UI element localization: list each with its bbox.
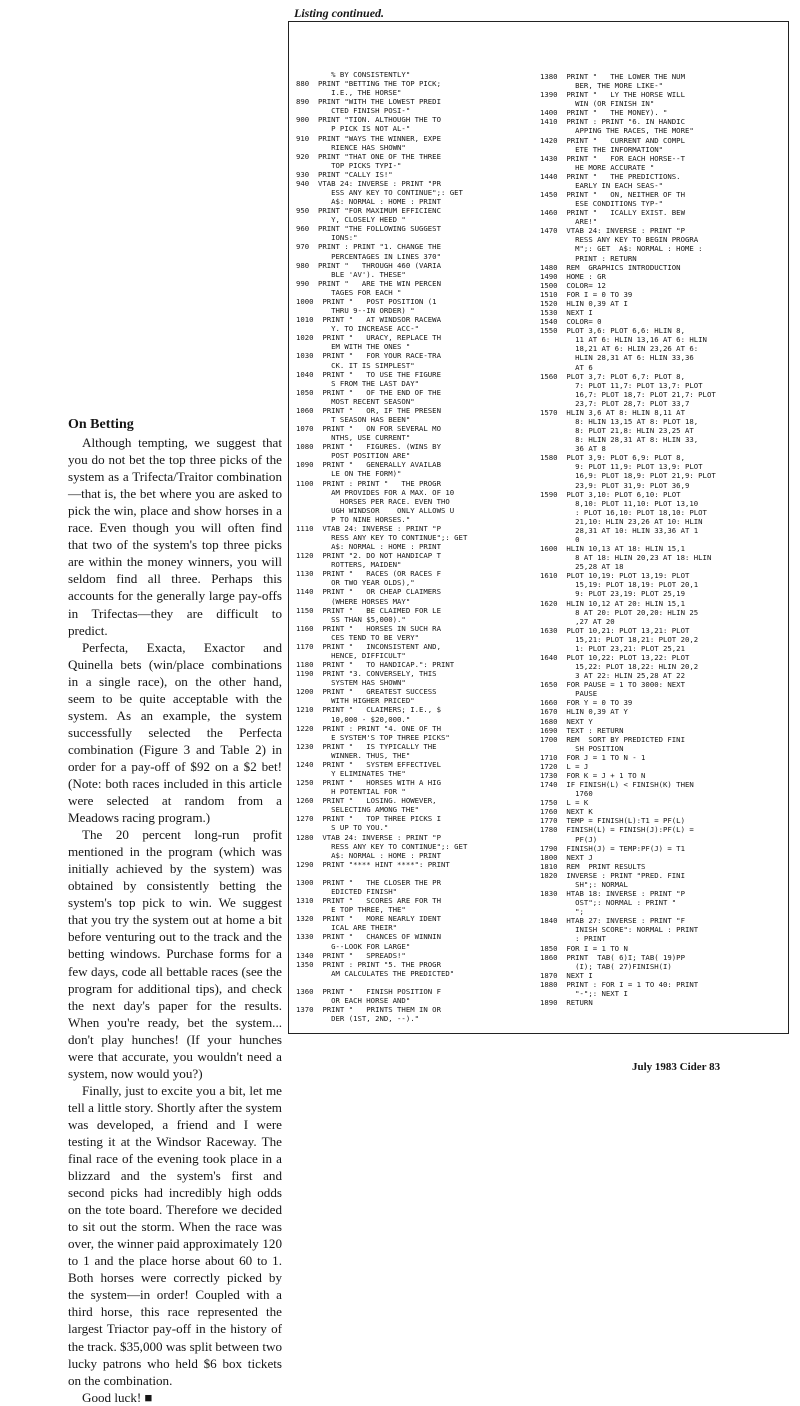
paragraph-5: Good luck! ■ xyxy=(82,1389,153,1405)
listing-header: Listing continued. xyxy=(294,6,385,20)
page-footer: July 1983 Cider 83 xyxy=(632,1061,721,1073)
paragraph-2: Perfecta, Exacta, Exactor and Quinella bets (win/place combinations in a single race), on the other hand, seem to be quite acceptable with the system. As an example, the system successfully selected the Perfecta combination (Figure 3 and Table 2) in order for a pay-off of $92 on a $2 bet! (Note: both races included in this article were selected at random from a Meadows racing program.) xyxy=(68,639,282,826)
paragraph-3: The 20 percent long-run profit mentioned in the program (which was initially achieved by the system) was obtained by consistently betting the system's top pick to win. We suggest that you try the system out at home a bit before venturing out to the track and the betting windows. Purchase forms for a few days, code all bettable races (see the program for additional tips), and check the next day's paper for the results. When you're ready, bet the system... don't play hunches! (If your hunches were that accurate, you wouldn't need a system, now would you?) xyxy=(68,827,282,1081)
paragraph-4: Finally, just to excite you a bit, let me tell a little story. Shortly after the system was developed, a friend and I were testing it at the Windsor Raceway. The final race of the evening took place in a blizzard and the system's first and second picks had incredibly high odds on the tote board. Therefore we decided to sit out the storm. When the race was over, the winner paid approximately 120 to 1 and the place horse about 60 to 1. Both horses were correctly picked by the system—in order! Coupled with a third horse, this race represented the largest Triactor pay-off in the history of the track. $35,000 was split between two lucky patrons who held $6 box tickets on the combination. xyxy=(68,1082,282,1388)
section-heading: On Betting xyxy=(68,417,134,432)
code-listing-left: % BY CONSISTENTLY" 880 PRINT "BETTING THE TOP PICK; I.E., THE HORSE" 890 PRINT "WITH THE LOWEST PREDI CTED FINISH POSI-" 900 PRINT "TION. ALTHOUGH THE TO P PICK IS NOT AL-" 910 PRINT "WAYS THE WINNER, EXPE RIENCE HAS SHOWN" 920 PRINT "THAT ONE OF THE THREE TOP PICKS TYPI-" 930 PRINT "CALLY IS!" 940 VTAB 24: INVERSE : PRINT "PR ESS ANY KEY TO CONTINUE";: GET A$: NORMAL : HOME : PRINT 950 PRINT "FOR MAXIMUM EFFICIENC Y, CLOSELY HEED " 960 PRINT "THE FOLLOWING SUGGEST IONS:" 970 PRINT : PRINT "1. CHANGE THE PERCENTAGES IN LINES 370" 980 PRINT " THROUGH 460 (VARIA BLE 'AV'). THESE" 990 PRINT " ARE THE WIN PERCEN TAGES FOR EACH " 1000 PRINT " POST POSITION (1 THRU 9--IN ORDER) " 1010 PRINT " AT WINDSOR RACEWA Y. TO INCREASE ACC-" 1020 PRINT " URACY, REPLACE TH EM WITH THE ONES " 1030 PRINT " FOR YOUR RACE-TRA CK. IT IS SIMPLEST" 1040 PRINT " TO USE THE FIGURE S FROM THE LAST DAY" 1050 PRINT " OF THE END OF THE MOST RECENT SEASON" 1060 PRINT " OR, IF THE PRESEN T SEASON HAS BEEN" 1070 PRINT " ON FOR SEVERAL MO NTHS, USE CURRENT" 1080 PRINT " FIGURES. (WINS BY POST POSITION ARE" 1090 PRINT " GENERALLY AVAILAB LE ON THE FORM)" 1100 PRINT : PRINT " THE PROGR AM PROVIDES FOR A MAX. OF 10 HORSES PER RACE. EVEN THO UGH WINDSOR ONLY ALLOWS U P TO NINE HORSES." 1110 VTAB 24: INVERSE : PRINT "P RESS ANY KEY TO CONTINUE";: GET A$: NORMAL : HOME : PRINT 1120 PRINT "2. DO NOT HANDICAP T ROTTERS, MAIDEN" 1130 PRINT " RACES (OR RACES F OR TWO YEAR OLDS)," 1140 PRINT " OR CHEAP CLAIMERS (WHERE HORSES MAY" 1150 PRINT " BE CLAIMED FOR LE SS THAN $5,000)." 1160 PRINT " HORSES IN SUCH RA CES TEND TO BE VERY" 1170 PRINT " INCONSISTENT AND, HENCE, DIFFICULT" 1180 PRINT " TO HANDICAP.": PRINT 1190 PRINT "3. CONVERSELY, THIS SYSTEM HAS SHOWN" 1200 PRINT " GREATEST SUCCESS WITH HIGHER PRICED" 1210 PRINT " CLAIMERS; I.E., $ 10,000 - $20,000." 1220 PRINT : PRINT "4. ONE OF TH E SYSTEM'S TOP THREE PICKS" 1230 PRINT " IS TYPICALLY THE WINNER. THUS, THE" 1240 PRINT " SYSTEM EFFECTIVEL Y ELIMINATES THE" 1250 PRINT " HORSES WITH A HIG H POTENTIAL FOR " 1260 PRINT " LOSING. HOWEVER, SELECTING AMONG THE" 1270 PRINT " TOP THREE PICKS I S UP TO YOU." 1280 VTAB 24: INVERSE : PRINT "P RESS ANY KEY TO CONTINUE";: GET A$: NORMAL : HOME : PRINT 1290 PRINT "**** HINT ****": PRINT 1300 PRINT " THE CLOSER THE PR EDICTED FINISH" 1310 PRINT " SCORES ARE FOR TH E TOP THREE, THE" 1320 PRINT " MORE NEARLY IDENT ICAL ARE THEIR" 1330 PRINT " CHANCES OF WINNIN G--LOOK FOR LARGE" 1340 PRINT " SPREADS!" 1350 PRINT : PRINT "5. THE PROGR AM CALCULATES THE PREDICTED" 1360 PRINT " FINISH POSITION F OR EACH HORSE AND" 1370 PRINT " PRINTS THEM IN OR DER (1ST, 2ND, --)." xyxy=(296,70,468,1024)
code-listing-right: 1380 PRINT " THE LOWER THE NUM BER, THE MORE LIKE-" 1390 PRINT " LY THE HORSE WILL WIN (OR FINISH IN" 1400 PRINT " THE MONEY). " 1410 PRINT : PRINT "6. IN HANDIC APPING THE RACES, THE MORE" 1420 PRINT " CURRENT AND COMPL ETE THE INFORMATION" 1430 PRINT " FOR EACH HORSE--T HE MORE ACCURATE " 1440 PRINT " THE PREDICTIONS. EARLY IN EACH SEAS-" 1450 PRINT " ON, NEITHER OF TH ESE CONDITIONS TYP-" 1460 PRINT " ICALLY EXIST. BEW ARE!" 1470 VTAB 24: INVERSE : PRINT "P RESS ANY KEY TO BEGIN PROGRA M";: GET A$: NORMAL : HOME : PRINT : RETURN 1480 REM GRAPHICS INTRODUCTION 1490 HOME : GR 1500 COLOR= 12 1510 FOR I = 0 TO 39 1520 HLIN 0,39 AT I 1530 NEXT I 1540 COLOR= 0 1550 PLOT 3,6: PLOT 6,6: HLIN 8, 11 AT 6: HLIN 13,16 AT 6: HLIN 18,21 AT 6: HLIN 23,26 AT 6: HLIN 28,31 AT 6: HLIN 33,36 AT 6 1560 PLOT 3,7: PLOT 6,7: PLOT 8, 7: PLOT 11,7: PLOT 13,7: PLOT 16,7: PLOT 18,7: PLOT 21,7: PLOT 23,7: PLOT 28,7: PLOT 33,7 1570 HLIN 3,6 AT 8: HLIN 8,11 AT 8: HLIN 13,15 AT 8: PLOT 18, 8: PLOT 21,8: HLIN 23,25 AT 8: HLIN 28,31 AT 8: HLIN 33, 36 AT 8 1580 PLOT 3,9: PLOT 6,9: PLOT 8, 9: PLOT 11,9: PLOT 13,9: PLOT 16,9: PLOT 18,9: PLOT 21,9: PLOT 23,9: PLOT 31,9: PLOT 36,9 1590 PLOT 3,10: PLOT 6,10: PLOT 8,10: PLOT 11,10: PLOT 13,10 : PLOT 16,10: PLOT 18,10: PLOT 21,10: HLIN 23,26 AT 10: HLIN 28,31 AT 10: HLIN 33,36 AT 1 0 1600 HLIN 10,13 AT 18: HLIN 15,1 8 AT 18: HLIN 20,23 AT 18: HLIN 25,28 AT 18 1610 PLOT 10,19: PLOT 13,19: PLOT 15,19: PLOT 18,19: PLOT 20,1 9: PLOT 23,19: PLOT 25,19 1620 HLIN 10,12 AT 20: HLIN 15,1 8 AT 20: PLOT 20,20: HLIN 25 ,27 AT 20 1630 PLOT 10,21: PLOT 13,21: PLOT 15,21: PLOT 18,21: PLOT 20,2 1: PLOT 23,21: PLOT 25,21 1640 PLOT 10,22: PLOT 13,22: PLOT 15,22: PLOT 18,22: HLIN 20,2 3 AT 22: HLIN 25,28 AT 22 1650 FOR PAUSE = 1 TO 3000: NEXT PAUSE 1660 FOR Y = 0 TO 39 1670 HLIN 0,39 AT Y 1680 NEXT Y 1690 TEXT : RETURN 1700 REM SORT BY PREDICTED FINI SH POSITION 1710 FOR J = 1 TO N - 1 1720 L = J 1730 FOR K = J + 1 TO N 1740 IF FINISH(L) < FINISH(K) THEN 1760 1750 L = K 1760 NEXT K 1770 TEMP = FINISH(L):T1 = PF(L) 1780 FINISH(L) = FINISH(J):PF(L) = PF(J) 1790 FINISH(J) = TEMP:PF(J) = T1 1800 NEXT J 1810 REM PRINT RESULTS 1820 INVERSE : PRINT "PRED. FINI SH";: NORMAL 1830 HTAB 18: INVERSE : PRINT "P OST";: NORMAL : PRINT " "; 1840 HTAB 27: INVERSE : PRINT "F INISH SCORE": NORMAL : PRINT : PRINT 1850 FOR I = 1 TO N 1860 PRINT TAB( 6)I; TAB( 19)PP (I); TAB( 27)FINISH(I) 1870 NEXT I 1880 PRINT : FOR I = 1 TO 40: PRINT "-";: NEXT I 1890 RETURN xyxy=(540,72,716,1007)
article-column xyxy=(68,416,282,1406)
paragraph-1: Although tempting, we suggest that you do not bet the top three picks of the system as a Trifecta/Traitor combination—that is, the bet where you are asked to pick the win, place and show horses in a race. Even though you will often find that two of the system's top three picks are within the money winners, you will seldom find all three. Perhaps this accounts for the generally large pay-offs in Trifectas—they are difficult to predict. xyxy=(68,435,282,638)
